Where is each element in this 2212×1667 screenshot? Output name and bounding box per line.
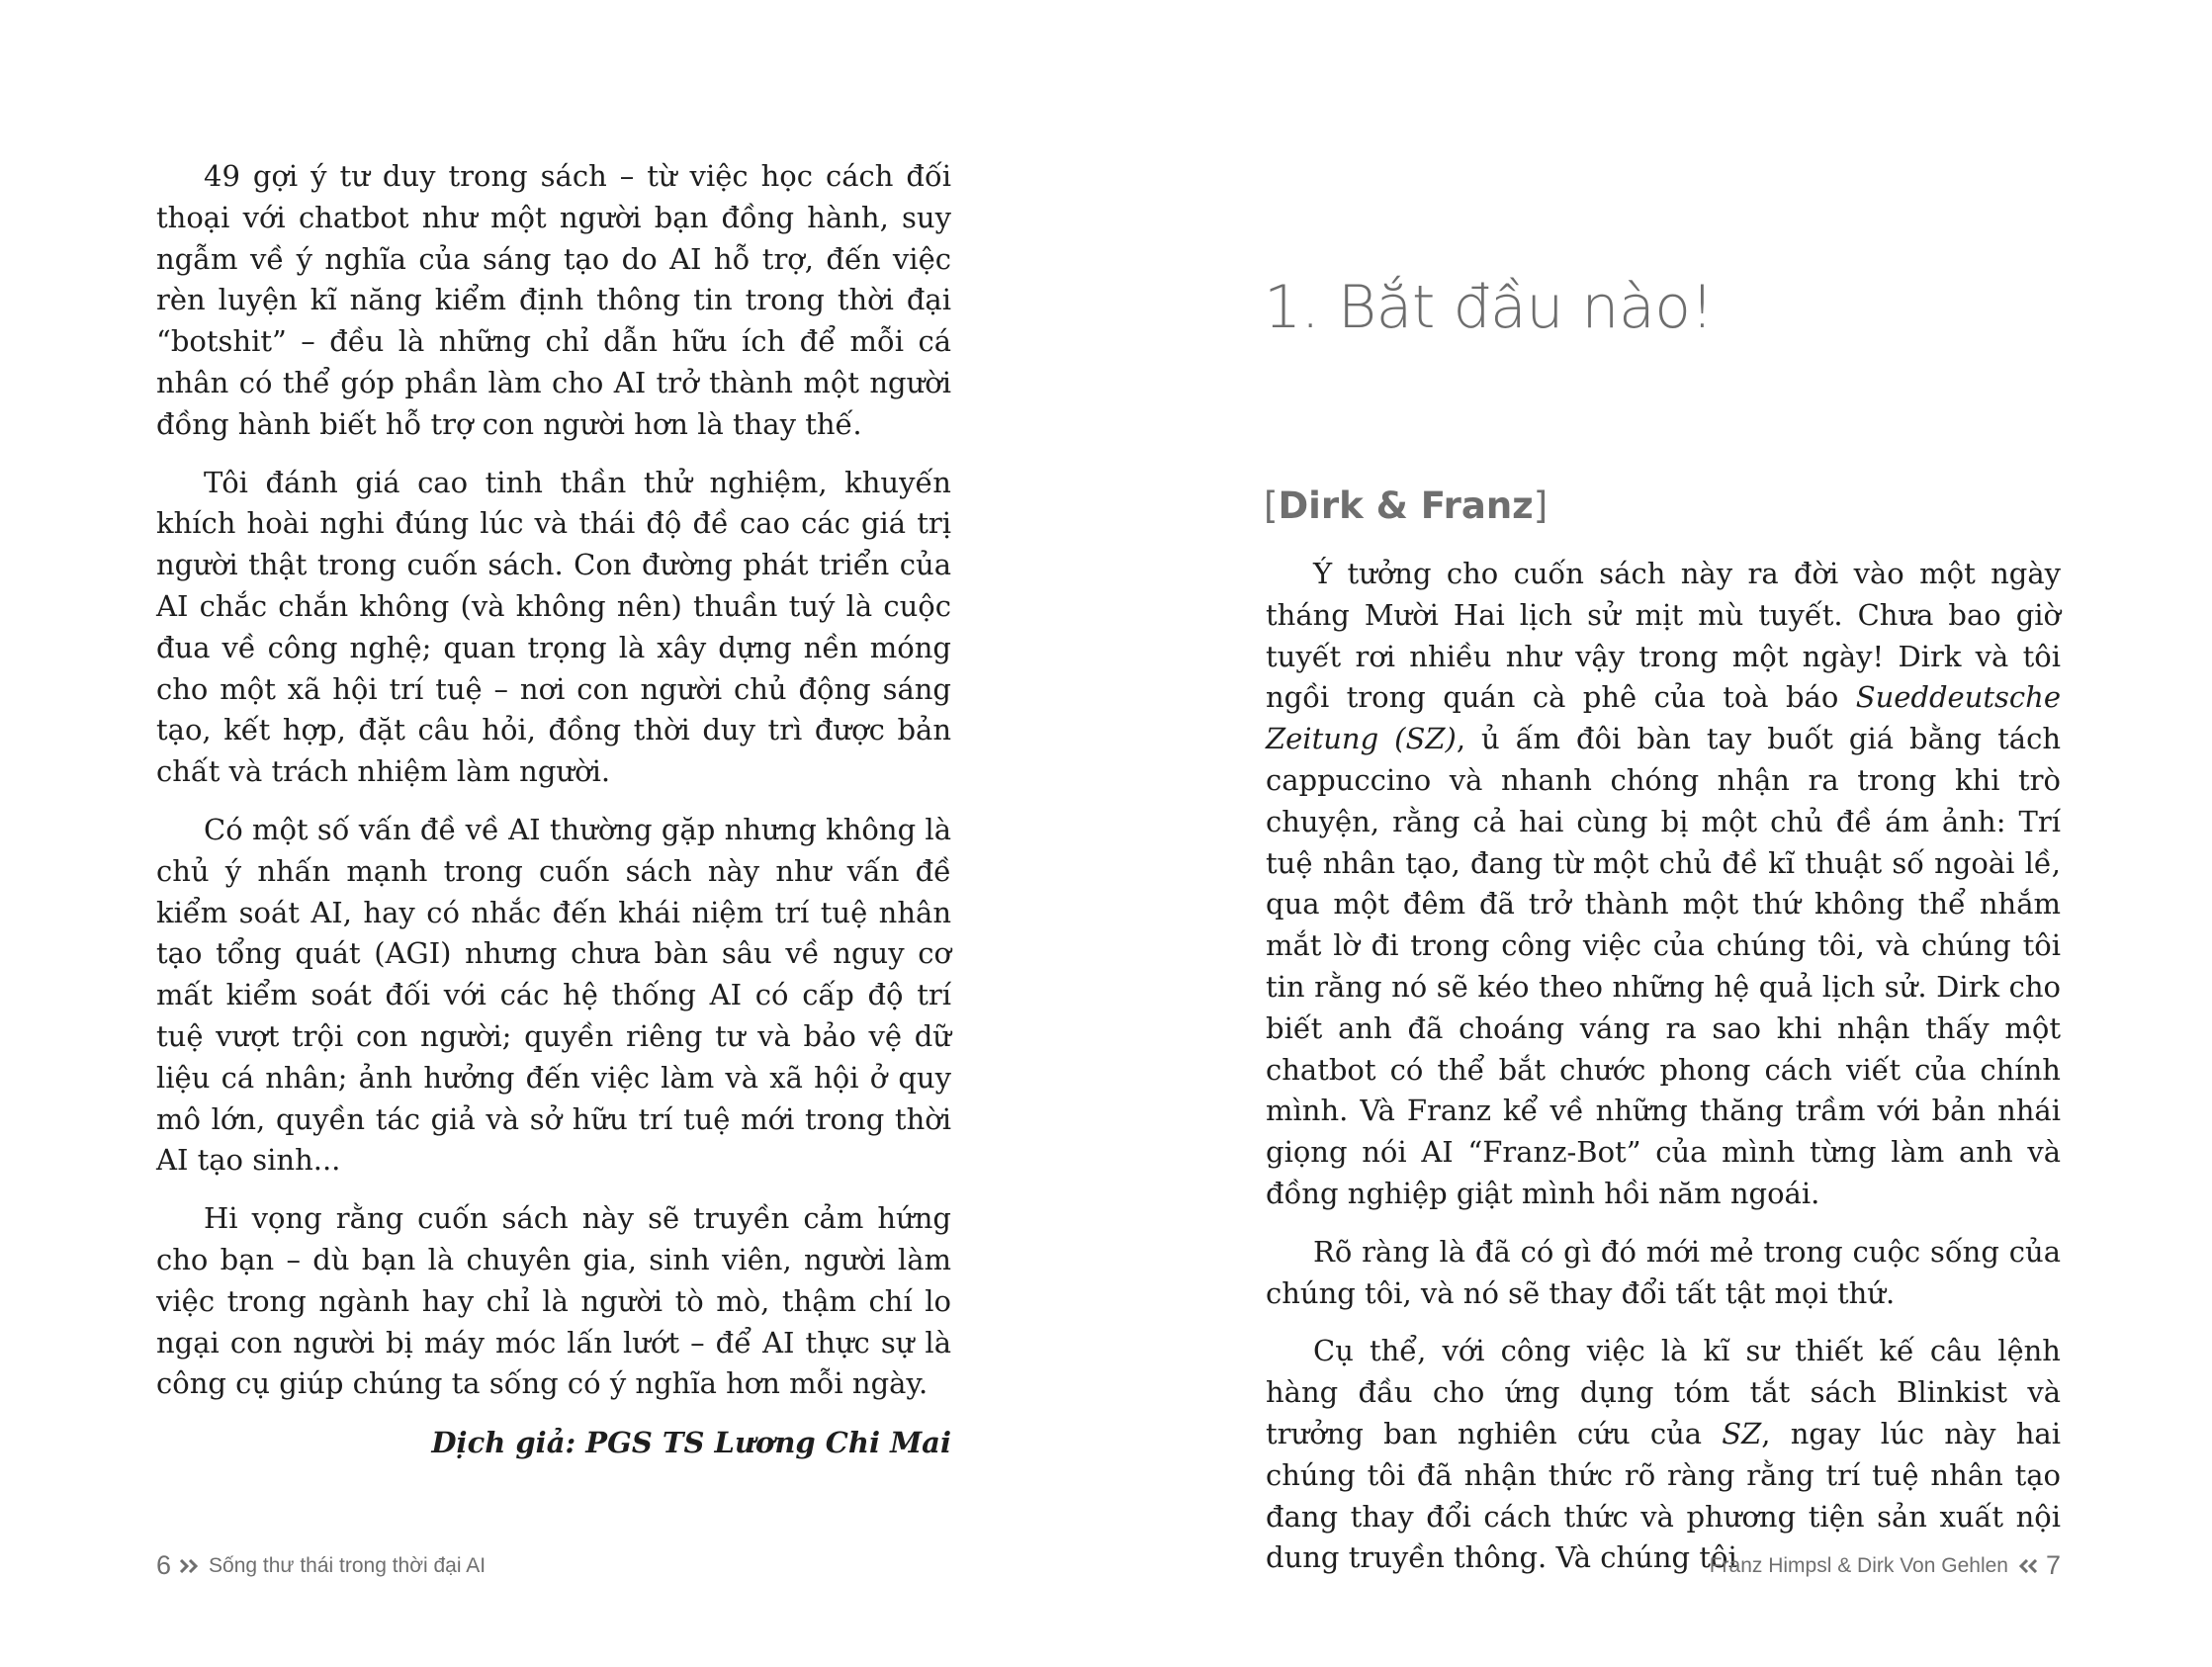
- left-footer: [156, 1550, 486, 1581]
- heading-text: Dirk & Franz: [1278, 484, 1534, 527]
- authors-running-title: Franz Himpsl & Dirk Von Gehlen: [1709, 1553, 2008, 1577]
- sz-abbrev: SZ: [1722, 1416, 1762, 1450]
- right-footer: [1710, 1550, 2061, 1581]
- heading-open-bracket: [: [1264, 484, 1279, 527]
- section-heading: [1264, 484, 1548, 527]
- right-page-body: [1266, 554, 2061, 1579]
- newspaper-name: Sueddeutsche Zeitung (SZ): [1266, 680, 2061, 756]
- right-p1-text-a: Ý tưởng cho cuốn sách này ra đời vào một ngày tháng Mười Hai lịch sử mịt mù tuyết. Chưa bao giờ tuyết rơi nhiều như vậy trong một ngày! Dirk và tôi ngồi trong quán cà phê của toà báo: [1266, 557, 2061, 715]
- left-paragraph-2: Tôi đánh giá cao tinh thần thử nghiệm, khuyến khích hoài nghi đúng lúc và thái độ đề cao các giá trị người thật trong cuốn sách. Con đường phát triển của AI chắc chắn không (và không nên) thuần tuý là cuộc đua về công nghệ; quan trọng là xây dựng nền móng cho một xã hội trí tuệ – nơi con người chủ động sáng tạo, kết hợp, đặt câu hỏi, đồng thời duy trì được bản chất và trách nhiệm làm người.: [156, 465, 951, 789]
- heading-close-bracket: ]: [1533, 484, 1548, 527]
- right-p3-text-a: Cụ thể, với công việc là kĩ sư thiết kế câu lệnh hàng đầu cho ứng dụng tóm tắt sách Blinkist và trưởng ban nghiên cứu của: [1266, 1334, 2061, 1450]
- left-page-body: [156, 156, 951, 1464]
- translator-signature: Dịch giả: PGS TS Lương Chi Mai: [431, 1426, 951, 1460]
- right-paragraph-3: [1266, 1331, 2061, 1579]
- left-paragraph-1: 49 gợi ý tư duy trong sách – từ việc học cách đối thoại với chatbot như một người bạn đồng hành, suy ngẫm về ý nghĩa của sáng tạo do AI hỗ trợ, đến việc rèn luyện kĩ năng kiểm định thông tin trong thời đại “botshit” – đều là những chỉ dẫn hữu ích để mỗi cá nhân có thể góp phần làm cho AI trở thành một người đồng hành biết hỗ trợ con người hơn là thay thế.: [156, 159, 951, 441]
- page-number-right: 7: [2045, 1550, 2061, 1580]
- right-p1-text-b: , ủ ấm đôi bàn tay buốt giá bằng tách cappuccino và nhanh chóng nhận ra trong khi trò chuyện, rằng cả hai cùng bị một chủ đề ám ảnh: Trí tuệ nhân tạo, đang từ một chủ đề kĩ thuật số ngoài lề, qua một đêm đã trở thành một thứ không thể nhắm mắt lờ đi trong công việc của chúng tôi, và chúng tôi tin rằng nó sẽ kéo theo những hệ quả lịch sử. Dirk cho biết anh đã choáng váng ra sao khi nhận thấy một chatbot có thể bắt chước phong cách viết của chính mình. Và Franz kể về những thăng trầm với bản nhái giọng nói AI “Franz-Bot” của mình từng làm anh và đồng nghiệp giật mình hồi năm ngoái.: [1266, 722, 2061, 1210]
- left-paragraph-3: Có một số vấn đề về AI thường gặp nhưng không là chủ ý nhấn mạnh trong cuốn sách này như vấn đề kiểm soát AI, hay có nhắc đến khái niệm trí tuệ nhân tạo tổng quát (AGI) nhưng chưa bàn sâu về nguy cơ mất kiểm soát đối với các hệ thống AI có cấp độ trí tuệ vượt trội con người; quyền riêng tư và bảo vệ dữ liệu cá nhân; ảnh hưởng đến việc làm và xã hội ở quy mô lớn, quyền tác giả và sở hữu trí tuệ mới trong thời AI tạo sinh...: [156, 812, 951, 1178]
- right-paragraph-2: Rõ ràng là đã có gì đó mới mẻ trong cuộc sống của chúng tôi, và nó sẽ thay đổi tất tật mọi thứ.: [1266, 1234, 2061, 1310]
- double-chevron-right-icon: [179, 1559, 201, 1573]
- running-title: Sống thư thái trong thời đại AI: [209, 1553, 487, 1577]
- double-chevron-left-icon: [2016, 1559, 2038, 1573]
- left-paragraph-4: Hi vọng rằng cuốn sách này sẽ truyền cảm hứng cho bạn – dù bạn là chuyên gia, sinh viên, người làm việc trong ngành hay chỉ là người tò mò, thậm chí lo ngại con người bị máy móc lấn lướt – để AI thực sự là công cụ giúp chúng ta sống có ý nghĩa hơn mỗi ngày.: [156, 1201, 951, 1401]
- right-paragraph-1: [1266, 554, 2061, 1215]
- right-p3-text-b: , ngay lúc này hai chúng tôi đã nhận thức rõ ràng rằng trí tuệ nhân tạo đang thay đổi cách thức và phương tiện sản xuất nội dung truyền thông. Và chúng tôi: [1266, 1416, 2061, 1575]
- chapter-title: 1. Bắt đầu nào!: [1264, 273, 1714, 342]
- page-number-left: 6: [156, 1550, 172, 1580]
